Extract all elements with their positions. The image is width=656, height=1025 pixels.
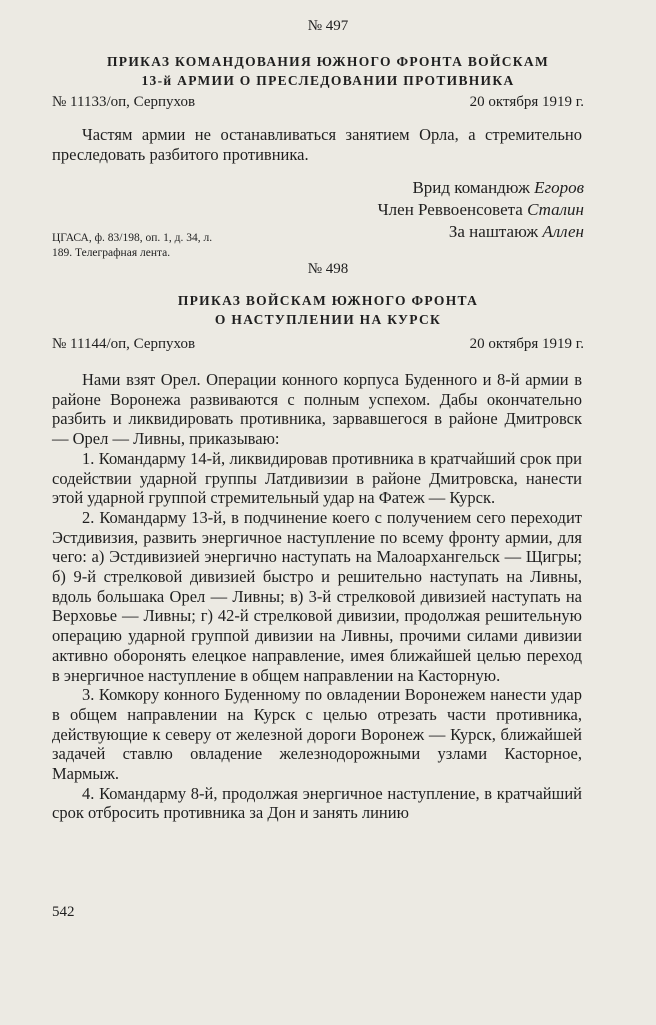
doc-498-paragraph: 4. Командарму 8-й, продолжая энергичное наступление, в кратчайший срок отбросить противника за Дон и занять линию (52, 783, 582, 823)
doc-497-paragraph: Частям армии не останавливаться занятием Орла, а стремительно преследовать разбитого противника. (52, 125, 582, 164)
doc-497-signatures (378, 177, 584, 243)
doc-498-body (52, 370, 582, 823)
doc-497-source (52, 231, 212, 261)
doc-497-body (52, 125, 582, 164)
page-number: 542 (52, 904, 75, 920)
signature-line (378, 199, 584, 221)
signature-role: Член Реввоенсовета (377, 200, 523, 219)
doc-498-number: № 498 (307, 261, 349, 277)
doc-498-title (40, 291, 616, 329)
doc-498-ref: № 11144/оп, Серпухов (52, 336, 196, 352)
source-line1: ЦГАСА, ф. 83/198, оп. 1, д. 34, л. (52, 232, 213, 244)
source-line2: 189. Телеграфная лента. (52, 247, 171, 259)
signature-role: Врид командюж (412, 178, 530, 197)
doc-497-title (40, 52, 616, 90)
doc-498-paragraph: Нами взят Орел. Операции конного корпуса Буденного и 8-й армии в районе Воронежа развиваются с полным успехом. Дабы окончательно разбить и ликвидировать противника, зарвавшегося в районе Дмитровск — Орел — Ливны, приказываю: (52, 370, 582, 449)
doc-497-number: № 497 (307, 18, 349, 34)
signature-line (378, 177, 584, 199)
signature-name: Аллен (542, 222, 584, 241)
signature-role: За наштаюж (448, 222, 539, 241)
doc-497-date: 20 октября 1919 г. (469, 94, 584, 110)
doc-497-title-line1: ПРИКАЗ КОМАНДОВАНИЯ ЮЖНОГО ФРОНТА ВОЙСКАМ (106, 54, 549, 69)
doc-498-paragraph: 2. Командарму 13-й, в подчинение коего с получением сего переходит Эстдивизия, развить энергичное наступление по всему фронту армии, для чего: а) Эстдивизией энергично наступать на Малоархангельск — Щигры; б) 9-й стрелковой дивизией быстро и решительно наступать на Ливны, вдоль большака Орел — Ливны; в) 3-й стрелковой дивизией наступать на Верховье — Ливны; г) 42-й стрелковой дивизии, продолжая решительную операцию ударной группой дивизии на Ливны, прочими силами дивизии активно оборонять елецкое направление, имея ближайшей целью переход в энергичное наступление в общем направлении на Касторную. (52, 507, 582, 685)
signature-name: Сталин (527, 200, 584, 219)
doc-498-title-line2: О НАСТУПЛЕНИИ НА КУРСК (214, 312, 442, 327)
doc-497-ref: № 11133/оп, Серпухов (52, 94, 196, 110)
signature-line (378, 221, 584, 243)
doc-498-paragraph: 1. Командарму 14-й, ликвидировав противника в кратчайший срок при содействии ударной группы Латдивизии в районе Дмитровска, нанести этой ударной группой стремительный удар на Фатеж — Курск. (52, 448, 582, 508)
doc-497-title-line2: 13-й АРМИИ О ПРЕСЛЕДОВАНИИ ПРОТИВНИКА (141, 73, 515, 88)
doc-498-date: 20 октября 1919 г. (469, 336, 584, 352)
doc-498-title-line1: ПРИКАЗ ВОЙСКАМ ЮЖНОГО ФРОНТА (177, 293, 479, 308)
doc-498-paragraph: 3. Комкору конного Буденному по овладении Воронежем нанести удар в общем направлении на Курск с целью отрезать части противника, действующие к северу от железной дороги Воронеж — Курск, ближайшей задачей ставлю овладение железнодорожными узлами Касторное, Мармыж. (52, 685, 582, 784)
signature-name: Егоров (534, 178, 584, 197)
